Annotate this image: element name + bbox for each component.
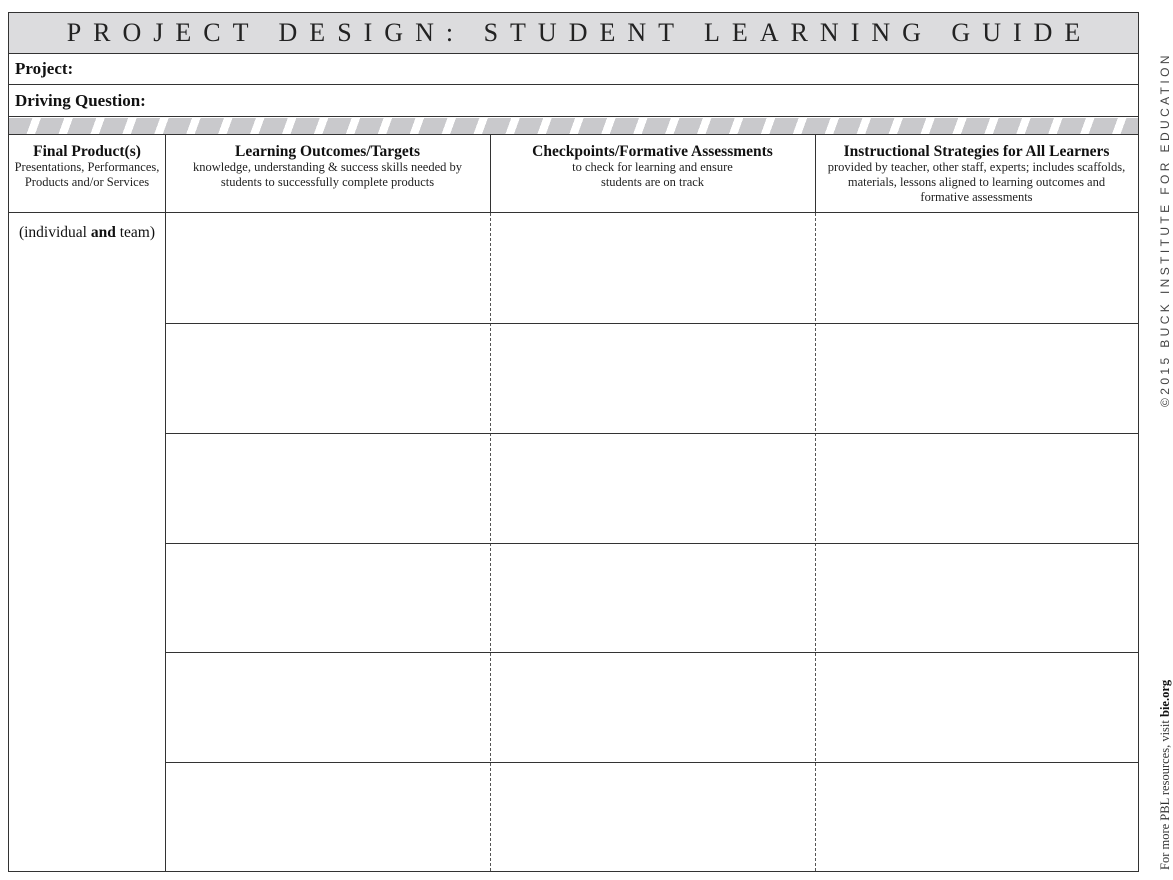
driving-question-field[interactable] <box>9 85 1138 117</box>
column-divider <box>815 135 816 213</box>
column-divider <box>165 135 166 871</box>
visit-prefix: For more PBL resources, visit <box>1158 717 1172 870</box>
visit-text <box>1158 680 1173 870</box>
header-subtitle: to check for learning and ensure students are on track <box>572 160 733 189</box>
header-title: Final Product(s) <box>33 143 141 160</box>
row-divider <box>165 433 1138 434</box>
header-subtitle: Presentations, Performances, Products and/or Services <box>14 160 160 189</box>
project-label: Project: <box>15 58 74 78</box>
header-instructional-strategies <box>815 135 1138 213</box>
header-final-products <box>9 135 165 213</box>
header-subtitle: provided by teacher, other staff, experts; includes scaffolds, materials, lessons aligned to learning outcomes and formative assessments <box>827 160 1126 204</box>
row-divider <box>165 762 1138 763</box>
note-text-bold: and <box>90 224 116 241</box>
header-learning-outcomes <box>165 135 490 213</box>
header-title: Checkpoints/Formative Assessments <box>532 143 773 160</box>
column-divider-dashed <box>490 213 491 871</box>
page-title: PROJECT DESIGN: STUDENT LEARNING GUIDE <box>66 18 1093 47</box>
project-field[interactable] <box>9 53 1138 85</box>
row-divider <box>165 543 1138 544</box>
individual-and-team-note <box>9 223 165 242</box>
column-divider-dashed <box>815 213 816 871</box>
header-checkpoints <box>490 135 815 213</box>
header-title: Learning Outcomes/Targets <box>235 143 420 160</box>
header-title: Instructional Strategies for All Learners <box>843 143 1110 160</box>
title-bar <box>9 13 1138 54</box>
copyright-text: ©2015 BUCK INSTITUTE FOR EDUCATION <box>1158 52 1172 407</box>
column-divider <box>490 135 491 213</box>
driving-question-label: Driving Question: <box>15 90 146 110</box>
note-text-before: (individual <box>18 224 91 241</box>
learning-guide-sheet <box>8 12 1139 872</box>
decorative-stripe <box>9 118 1138 135</box>
note-text-after: team) <box>115 224 156 241</box>
header-subtitle: knowledge, understanding & success skills needed by students to successfully complete products <box>192 160 463 189</box>
row-divider <box>165 323 1138 324</box>
visit-link[interactable]: bie.org <box>1158 679 1172 717</box>
copyright-sidebar <box>1143 12 1172 412</box>
visit-sidebar <box>1143 620 1172 870</box>
row-divider <box>165 652 1138 653</box>
